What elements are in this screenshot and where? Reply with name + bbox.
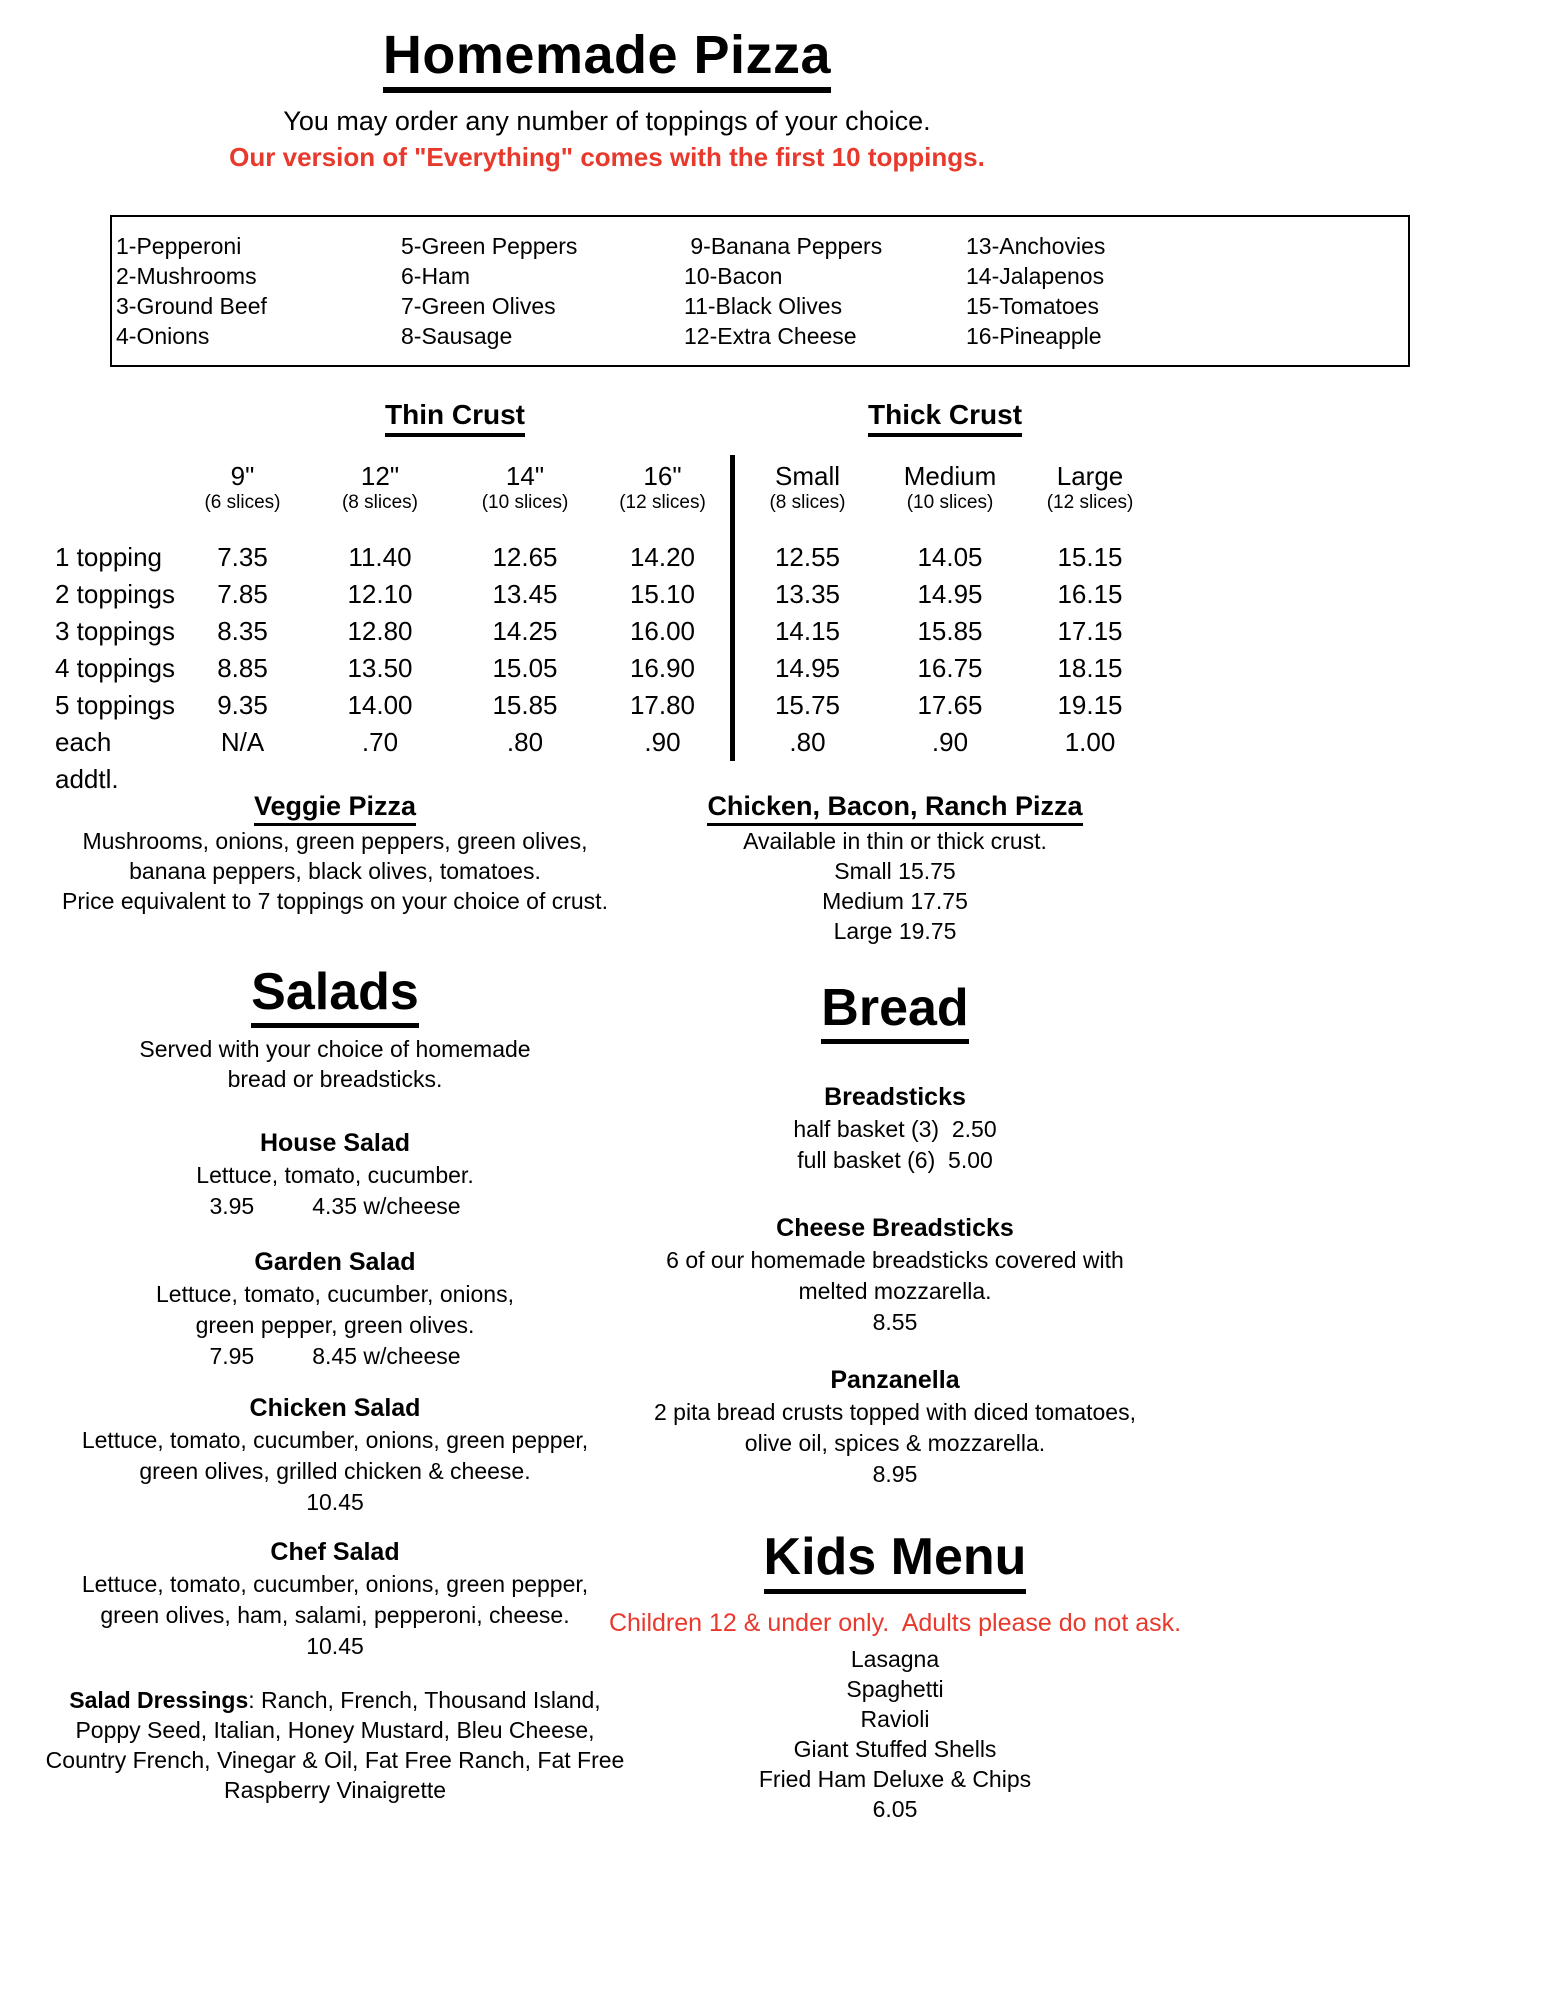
chicken-salad-desc: green olives, grilled chicken & cheese.: [139, 1458, 531, 1485]
chicken-salad-price: 10.45: [306, 1489, 364, 1516]
cbr-pizza-section: [550, 791, 1240, 946]
toppings-subtitle: You may order any number of toppings of your choice.: [283, 106, 931, 137]
topping-item: 13-Anchovies: [966, 233, 1106, 260]
price-cell: 13.35: [730, 576, 880, 613]
bread-section: [550, 980, 1240, 1044]
topping-item: 9-Banana Peppers: [684, 233, 883, 260]
topping-item: 12-Extra Cheese: [684, 323, 857, 350]
price-cell: .70: [361, 727, 399, 758]
kids-menu-title: Kids Menu: [764, 1529, 1027, 1593]
veggie-pizza-desc: banana peppers, black olives, tomatoes.: [129, 858, 541, 885]
size-label: Small: [774, 461, 840, 492]
kids-menu-price: 6.05: [872, 1795, 918, 1822]
cheese-breadsticks-desc: melted mozzarella.: [798, 1278, 992, 1305]
price-cell: 19.15: [1057, 690, 1123, 721]
breadsticks-name: Breadsticks: [824, 1083, 966, 1112]
cheese-breadsticks-name: Cheese Breadsticks: [776, 1214, 1014, 1243]
size-label: Large: [1056, 461, 1124, 492]
size-header-small: [730, 455, 880, 539]
size-label: 14": [505, 461, 545, 492]
lower-sections: [0, 761, 1545, 1999]
topping-item: 3-Ground Beef: [116, 293, 267, 320]
price-cell: .90: [931, 727, 969, 758]
cheese-breadsticks-desc: 6 of our homemade breadsticks covered with: [666, 1247, 1124, 1274]
price-cell: .80: [730, 724, 880, 761]
size-label: 16": [643, 461, 682, 492]
pizza-pricing-table: [55, 399, 1160, 795]
kids-menu-item: Ravioli: [860, 1705, 930, 1732]
salads-subtitle-line: bread or breadsticks.: [227, 1066, 443, 1093]
price-cell: 15.05: [492, 653, 558, 684]
veggie-pizza-desc: Mushrooms, onions, green peppers, green olives,: [82, 828, 588, 855]
garden-salad-name: Garden Salad: [254, 1248, 416, 1277]
price-cell: 12.10: [347, 579, 413, 610]
size-header-16in: [595, 455, 730, 539]
size-header-14in: [455, 455, 595, 539]
size-header-medium: [880, 455, 1020, 539]
toppings-column-3: [684, 231, 966, 351]
topping-item: 2-Mushrooms: [116, 263, 257, 290]
topping-item: 11-Black Olives: [684, 293, 843, 320]
size-label: Medium: [903, 461, 997, 492]
price-cell: 14.95: [917, 579, 983, 610]
price-cell: 16.00: [629, 616, 696, 647]
chef-salad-desc: green olives, ham, salami, pepperoni, cheese.: [100, 1602, 570, 1629]
topping-item: 6-Ham: [401, 263, 471, 290]
slices-label: (10 slices): [481, 492, 569, 514]
price-cell: 18.15: [1057, 653, 1123, 684]
kids-menu-item: Giant Stuffed Shells: [793, 1735, 997, 1762]
salad-dressings: [45, 1685, 625, 1805]
breadsticks-full-basket: full basket (6) 5.00: [797, 1147, 993, 1174]
topping-item: 16-Pineapple: [966, 323, 1102, 350]
price-cell: 13.50: [347, 653, 413, 684]
kids-menu-items: [550, 1644, 1240, 1794]
kids-menu-section: [550, 1529, 1240, 1593]
topping-item: 1-Pepperoni: [116, 233, 242, 260]
price-cell: 15.85: [917, 616, 983, 647]
panzanella-item: [550, 1365, 1240, 1489]
price-cell: 11.40: [348, 542, 412, 573]
price-cell: .80: [506, 727, 544, 758]
panzanella-desc: 2 pita bread crusts topped with diced tomatoes,: [653, 1399, 1136, 1426]
garden-salad-price: 7.95: [209, 1343, 255, 1370]
price-cell: 15.85: [492, 690, 558, 721]
house-salad-desc: Lettuce, tomato, cucumber.: [196, 1162, 474, 1189]
toppings-box: [110, 215, 1410, 367]
garden-salad-price-cheese: 8.45 w/cheese: [312, 1343, 461, 1370]
price-cell: 14.05: [917, 542, 983, 573]
slices-label: (12 slices): [1046, 492, 1134, 514]
bread-title: Bread: [821, 980, 968, 1044]
price-cell: 16.90: [629, 653, 696, 684]
panzanella-price: 8.95: [872, 1461, 918, 1488]
price-cell: .90: [644, 727, 681, 758]
topping-item: 14-Jalapenos: [966, 263, 1105, 290]
topping-item: 4-Onions: [116, 323, 210, 350]
topping-item: 7-Green Olives: [401, 293, 556, 320]
header: [0, 26, 1214, 173]
size-header-large: [1020, 455, 1160, 539]
salad-dressings-list: : Ranch, French, Thousand Island, Poppy Seed, Italian, Honey Mustard, Bleu Cheese, Country French, Vinegar & Oil, Fat Free Ranch, Fat Free Raspberry Vinaigrette: [45, 1687, 625, 1804]
price-cell: 14.95: [730, 650, 880, 687]
cheese-breadsticks-item: [550, 1213, 1240, 1337]
size-label: 12": [360, 461, 400, 492]
price-cell: 12.80: [347, 616, 413, 647]
price-cell: 8.35: [217, 616, 268, 647]
price-cell: 15.10: [629, 579, 696, 610]
chicken-salad-desc: Lettuce, tomato, cucumber, onions, green pepper,: [81, 1427, 589, 1454]
breadsticks-item: [550, 1082, 1240, 1175]
slices-label: (10 slices): [906, 492, 994, 514]
price-cell: 1.00: [1064, 727, 1116, 758]
kids-menu-item: Lasagna: [850, 1645, 940, 1672]
slices-label: (8 slices): [769, 492, 846, 514]
cbr-pizza-price-medium: Medium 17.75: [822, 888, 968, 915]
topping-item: 5-Green Peppers: [401, 233, 578, 260]
price-cell: 14.20: [629, 542, 696, 573]
salads-title: Salads: [251, 964, 419, 1028]
slices-label: (12 slices): [619, 492, 706, 514]
price-cell: 13.45: [492, 579, 558, 610]
everything-note: Our version of "Everything" comes with the first 10 toppings.: [229, 141, 985, 172]
house-salad-name: House Salad: [259, 1129, 411, 1158]
price-cell: N/A: [220, 727, 265, 758]
spacer-cell: [55, 455, 180, 539]
row-label: 4 toppings: [55, 653, 175, 684]
topping-item: 10-Bacon: [684, 263, 783, 290]
toppings-column-2: [401, 231, 684, 351]
size-label: 9": [230, 461, 255, 492]
price-cell: 12.65: [492, 542, 558, 573]
row-label: 1 topping: [55, 542, 162, 573]
cbr-pizza-price-large: Large 19.75: [833, 918, 957, 945]
price-cell: 16.15: [1057, 579, 1123, 610]
price-cell: 14.00: [347, 690, 413, 721]
row-label: 5 toppings: [55, 690, 175, 721]
price-cell: 15.75: [730, 687, 880, 724]
panzanella-desc: olive oil, spices & mozzarella.: [744, 1430, 1046, 1457]
row-label: each addtl.: [55, 727, 119, 795]
thin-crust-header: [180, 399, 730, 455]
cbr-pizza-title: Chicken, Bacon, Ranch Pizza: [707, 791, 1082, 826]
price-cell: 7.85: [217, 579, 268, 610]
price-cell: 15.15: [1057, 542, 1123, 573]
price-cell: 17.80: [629, 690, 696, 721]
price-cell: 16.75: [917, 653, 983, 684]
size-header-9in: [180, 455, 305, 539]
right-column: [550, 791, 1240, 1823]
row-label: 3 toppings: [55, 616, 175, 647]
chef-salad-desc: Lettuce, tomato, cucumber, onions, green pepper,: [81, 1571, 589, 1598]
garden-salad-desc: Lettuce, tomato, cucumber, onions,: [156, 1281, 514, 1308]
veggie-pizza-desc: Price equivalent to 7 toppings on your choice of crust.: [62, 888, 608, 915]
row-label: 2 toppings: [55, 579, 175, 610]
veggie-pizza-title: Veggie Pizza: [254, 791, 416, 826]
chicken-salad-name: Chicken Salad: [249, 1394, 421, 1423]
topping-item: 15-Tomatoes: [966, 293, 1099, 320]
salad-dressings-label: Salad Dressings: [69, 1687, 249, 1714]
price-cell: 9.35: [217, 690, 268, 721]
size-header-12in: [305, 455, 455, 539]
price-cell: 12.55: [730, 539, 880, 576]
salads-subtitle-line: Served with your choice of homemade: [139, 1036, 531, 1063]
price-cell: 14.25: [492, 616, 558, 647]
cbr-pizza-price-small: Small 15.75: [834, 858, 956, 885]
toppings-column-1: [116, 231, 401, 351]
cheese-breadsticks-price: 8.55: [872, 1309, 918, 1336]
toppings-column-4: [966, 231, 1402, 351]
house-salad-price-cheese: 4.35 w/cheese: [312, 1193, 461, 1220]
kids-menu-note: Children 12 & under only. Adults please do not ask.: [608, 1608, 1182, 1637]
breadsticks-half-basket: half basket (3) 2.50: [793, 1116, 997, 1143]
price-cell: 17.15: [1057, 616, 1123, 647]
topping-item: 8-Sausage: [401, 323, 513, 350]
kids-menu-item: Fried Ham Deluxe & Chips: [758, 1765, 1032, 1792]
slices-label: (6 slices): [204, 492, 281, 514]
price-cell: 7.35: [217, 542, 268, 573]
page-title: Homemade Pizza: [383, 26, 831, 93]
price-cell: 17.65: [917, 690, 983, 721]
price-cell: 14.15: [730, 613, 880, 650]
garden-salad-desc: green pepper, green olives.: [195, 1312, 475, 1339]
chef-salad-name: Chef Salad: [270, 1538, 400, 1567]
house-salad-price: 3.95: [209, 1193, 255, 1220]
thin-crust-label: Thin Crust: [385, 399, 525, 437]
cbr-pizza-desc: Available in thin or thick crust.: [743, 828, 1047, 855]
chef-salad-price: 10.45: [306, 1633, 364, 1660]
price-cell: 8.85: [217, 653, 268, 684]
slices-label: (8 slices): [341, 492, 418, 514]
thick-crust-header: [730, 399, 1160, 455]
thick-crust-label: Thick Crust: [868, 399, 1022, 437]
panzanella-name: Panzanella: [830, 1366, 960, 1395]
kids-menu-item: Spaghetti: [846, 1675, 944, 1702]
